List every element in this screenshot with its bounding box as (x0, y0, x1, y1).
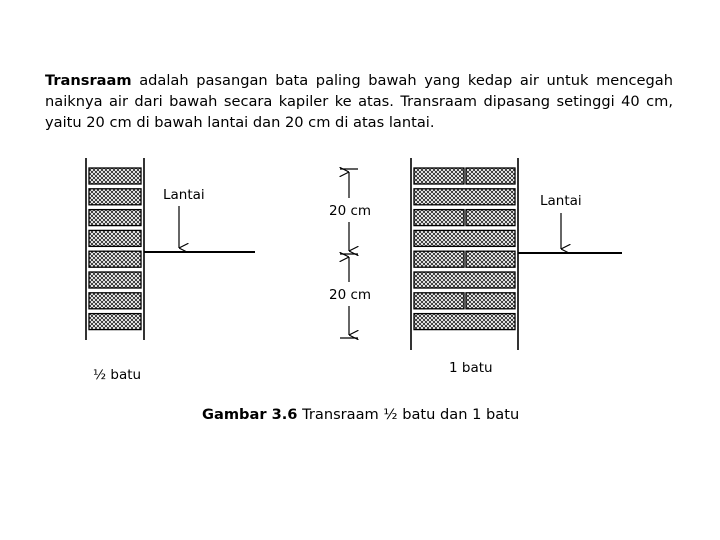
brick (414, 314, 515, 330)
term-transraam: Transraam (45, 72, 132, 89)
caption-number: Gambar 3.6 (202, 406, 298, 423)
brick (89, 293, 141, 309)
upper-dimension-label: 20 cm (329, 203, 372, 219)
right-wall-label: 1 batu (449, 360, 493, 376)
left-wall (86, 158, 144, 340)
brick (466, 251, 515, 267)
brick (89, 230, 141, 246)
dimension-markers (340, 169, 358, 338)
brick (414, 293, 464, 309)
brick (466, 168, 515, 184)
right-wall (411, 158, 518, 350)
brick (89, 251, 141, 267)
right-wall-bricks (414, 168, 515, 330)
brick (414, 230, 515, 246)
brick (414, 189, 515, 205)
left-wall-label: ½ batu (93, 367, 142, 383)
brick (414, 272, 515, 288)
left-floor-label: Lantai (163, 187, 205, 203)
right-floor-label: Lantai (540, 193, 582, 209)
brick (89, 210, 141, 226)
brick (466, 210, 515, 226)
figure-caption (202, 406, 519, 423)
brick (89, 314, 141, 330)
caption-text: Transraam ½ batu dan 1 batu (302, 406, 520, 423)
brick (414, 251, 464, 267)
brick (89, 189, 141, 205)
paragraph-text: adalah pasangan bata paling bawah yang kedap air untuk mencegah naiknya air dari bawah secara kapiler ke atas. Transraam dipasang setinggi 40 cm, yaitu 20 cm di bawah lantai dan 20 cm di atas lantai. (45, 72, 673, 131)
brick (89, 272, 141, 288)
lower-dimension-label: 20 cm (329, 287, 372, 303)
brick (414, 168, 464, 184)
brick (414, 210, 464, 226)
brick (89, 168, 141, 184)
brick (466, 293, 515, 309)
left-wall-bricks (89, 168, 141, 330)
